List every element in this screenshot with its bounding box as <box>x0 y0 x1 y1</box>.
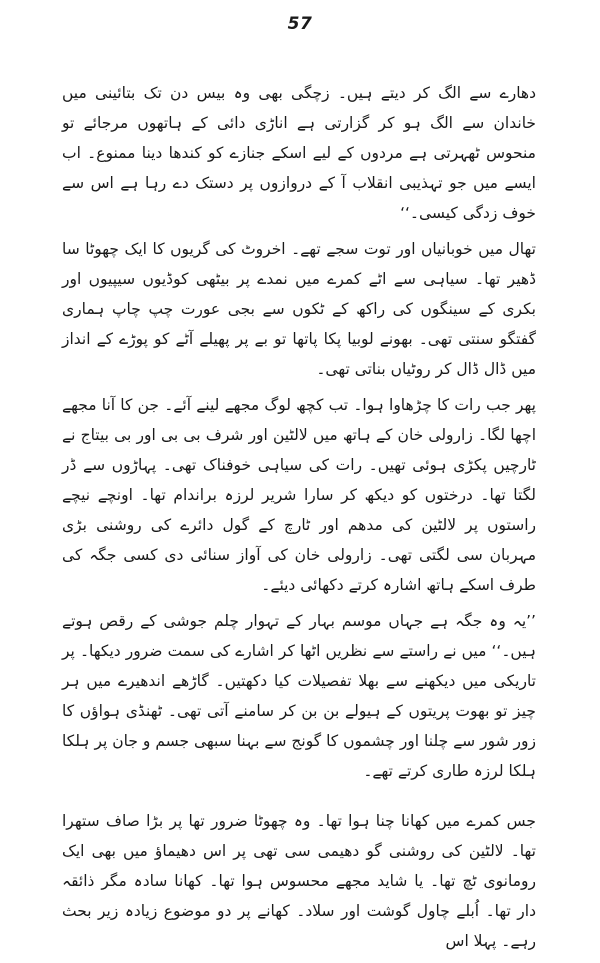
paragraph: دھارے سے الگ کر دیتے ہیں۔ زچگی بھی وہ بیس دن تک بتائینی میں خاندان سے الگ ہو کر گزارتی ہے اناڑی دائی کے ہاتھوں مرجائے تو منحوس ٹھہرتی ہے مردوں کے لیے اسکے جنازے کو کندھا دینا ممنوع۔ اب ایسے میں جو تہذیبی انقلاب آ کے دروازوں پر دستک دے رہا ہے اس سے خوف زدگی کیسی۔‘‘ <box>62 84 536 222</box>
paragraph: تھال میں خوبانیاں اور توت سجے تھے۔ اخروٹ کی گریوں کا ایک چھوٹا سا ڈھیر تھا۔ سیاہی سے اٹے کمرے میں نمدے پر بیٹھی کوڈیوں سیپیوں اور بکری کے سینگوں کی راکھ کے ٹکوں سے بجی عورت چپ چاپ ہماری گفتگو سنتی تھی۔ بھونے لوبیا پکا پاتھا تو بے پر پھیلے آٹے کو پوڑے کے انداز میں ڈال ڈال کر روٹیاں بناتی تھی۔ <box>62 240 536 378</box>
page-number: 57 <box>287 14 313 34</box>
paragraph: پھر جب رات کا چڑھاوا ہوا۔ تب کچھ لوگ مجھے لینے آئے۔ جن کا آنا مجھے اچھا لگا۔ زارولی خان کے ہاتھ میں لالٹین اور شرف بی بی اور بی بیتاج نے ٹارچیں پکڑی ہوئی تھیں۔ رات کی سیاہی خوفناک تھی۔ پہاڑوں سے ڈر لگتا تھا۔ درختوں کو دیکھ کر سارا شریر لرزہ براندام تھا۔ اونچے نیچے راستوں پر لالٹین کی مدھم اور ٹارچ کے گول دائرے کی روشنی بڑی مہربان سی لگتی تھی۔ زارولی خان کی آواز سنائی دی کسی جگہ کی طرف اسکے ہاتھ اشارہ کرتے دکھائی دیئے۔ <box>62 396 536 594</box>
text-body <box>62 78 536 963</box>
paragraph: جس کمرے میں کھانا چنا ہوا تھا۔ وہ چھوٹا ضرور تھا پر بڑا صاف ستھرا تھا۔ لالٹین کی روشنی گو دھیمی سی تھی پر اس دھیماؤ میں بھی ایک رومانوی ٹچ تھا۔ یا شاید مجھے محسوس ہوا تھا۔ کھانا سادہ مگر ذائقہ دار تھا۔ اُبلے چاول گوشت اور سلاد۔ کھانے پر دو موضوع زیادہ زیر بحث رہے۔ پہلا اس <box>62 812 536 950</box>
paragraph: ’’یہ وہ جگہ ہے جہاں موسم بہار کے تہوار چلم جوشی کے رقص ہوتے ہیں۔‘‘ میں نے راستے سے نظریں اٹھا کر اشارے کی سمت ضرور دیکھا۔ پر تاریکی میں دیکھنے سے بھلا تفصیلات کیا دکھتیں۔ گاڑھے اندھیرے میں ہر چیز تو بھوت پریتوں کے ہیولے بن بن کر سامنے آتی تھی۔ ٹھنڈی ہواؤں کا زور شور سے چلنا اور چشموں کا گونج سے بہنا سبھی جسم و جان پر ہلکا ہلکا لرزہ طاری کرتے تھے۔ <box>62 612 536 780</box>
